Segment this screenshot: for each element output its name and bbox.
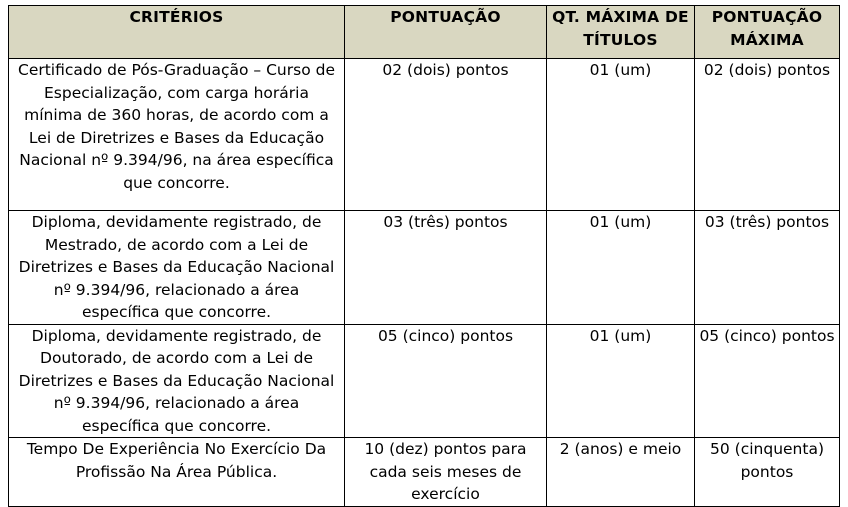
criteria-table (8, 5, 840, 507)
header-row (9, 6, 840, 59)
score-cell: 10 (dez) pontos para cada seis meses de exercício (345, 438, 547, 507)
header-score: PONTUAÇÃO (345, 6, 547, 59)
score-cell: 03 (três) pontos (345, 211, 547, 325)
header-max-score: PONTUAÇÃO MÁXIMA (695, 6, 840, 59)
max-titles-cell: 01 (um) (547, 59, 695, 211)
table-row (9, 211, 840, 325)
max-score-cell: 02 (dois) pontos (695, 59, 840, 211)
criteria-cell: Diploma, devidamente registrado, de Mestrado, de acordo com a Lei de Diretrizes e Bases da Educação Nacional nº 9.394/96, relacionado a área específica que concorre. (9, 211, 345, 325)
criteria-cell: Diploma, devidamente registrado, de Doutorado, de acordo com a Lei de Diretrizes e Bases da Educação Nacional nº 9.394/96, relacionado a área específica que concorre. (9, 324, 345, 438)
max-score-cell: 03 (três) pontos (695, 211, 840, 325)
header-max-titles: QT. MÁXIMA DE TÍTULOS (547, 6, 695, 59)
score-cell: 05 (cinco) pontos (345, 324, 547, 438)
table-row (9, 438, 840, 507)
max-titles-cell: 01 (um) (547, 324, 695, 438)
criteria-cell: Tempo De Experiência No Exercício Da Profissão Na Área Pública. (9, 438, 345, 507)
table-row (9, 59, 840, 211)
max-score-cell: 05 (cinco) pontos (695, 324, 840, 438)
score-cell: 02 (dois) pontos (345, 59, 547, 211)
criteria-cell: Certificado de Pós-Graduação – Curso de Especialização, com carga horária mínima de 360 horas, de acordo com a Lei de Diretrizes e Bases da Educação Nacional nº 9.394/96, na área específica que concorre. (9, 59, 345, 211)
header-criteria: CRITÉRIOS (9, 6, 345, 59)
table-row (9, 324, 840, 438)
max-titles-cell: 01 (um) (547, 211, 695, 325)
max-score-cell: 50 (cinquenta) pontos (695, 438, 840, 507)
max-titles-cell: 2 (anos) e meio (547, 438, 695, 507)
